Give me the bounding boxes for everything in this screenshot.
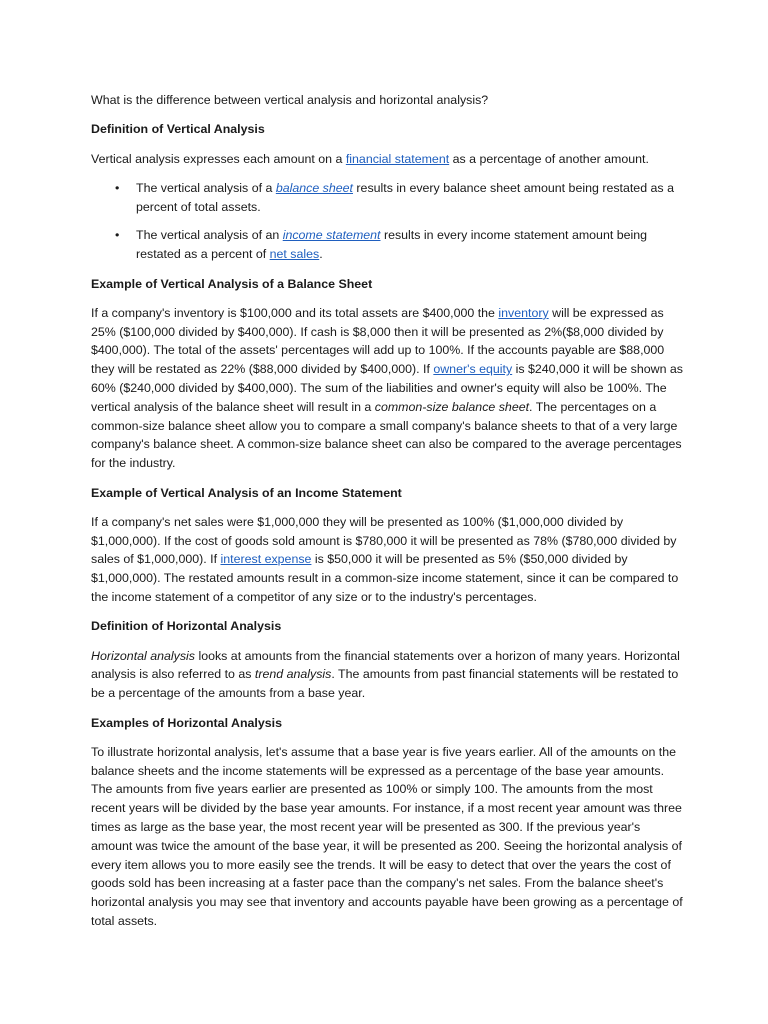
paragraph-horizontal-definition [91,647,683,703]
text-run: . The amounts from past financial statements will be restated to be a percentage of the amounts from a base year. [91,667,679,701]
question-line: What is the difference between vertical analysis and horizontal analysis? [91,93,489,107]
link-text: income statement [282,228,381,243]
bullet-list [91,179,683,264]
paragraph-balance-sheet-example [91,304,683,473]
heading-example-income-statement: Example of Vertical Analysis of an Income Statement [91,485,402,500]
list-item [91,179,683,217]
link-financial-statement[interactable]: financial statement [345,151,450,166]
text-run: . [319,247,323,262]
italic-text: trend analysis [254,667,332,682]
italic-text: Horizontal analysis [91,648,195,663]
text-run: . The percentages on a common-size balance sheet allow you to compare a small company's balance sheets to that of a very large company's balance sheet. A common-size balance sheet can also be compared to the average percentages for the industry. [91,399,682,471]
link-income-statement[interactable] [283,228,381,242]
heading-example-balance-sheet: Example of Vertical Analysis of a Balance Sheet [91,276,373,291]
bullet-icon: • [115,228,120,243]
italic-text: common-size balance sheet [374,399,530,414]
text-run: The vertical analysis of an [136,228,283,243]
text-run: will be expressed as 25% ($100,000 divided by $400,000). If cash is $8,000 then it will be presented as 2%($8,000 divided by $400,000). The total of the assets' percentages will add up to 100%. If the accounts payable are $88,000 they will be restated as 22% ($88,000 divided by $400,000). If [91,305,665,377]
list-item [91,226,683,264]
link-net-sales[interactable]: net sales [269,247,320,262]
text-run: is $50,000 it will be presented as 5% ($50,000 divided by $1,000,000). The restated amounts result in a common-size income statement, since it can be compared to the income statement of a competitor of any size or to the industry's percentages. [91,552,679,605]
text-run: is $240,000 it will be shown as 60% ($240,000 divided by $400,000). The sum of the liabilities and owner's equity will also be 100%. The vertical analysis of the balance sheet will result in a [91,362,683,414]
text-run: If a company's net sales were $1,000,000 they will be presented as 100% ($1,000,000 divided by $1,000,000). If the cost of goods sold amount is $780,000 it will be presented as 78% ($780,000 divided by sales of $1,000,000). If [91,514,677,567]
paragraph-horizontal-examples: To illustrate horizontal analysis, let's assume that a base year is five years earlier. All of the amounts on the balance sheets and the income statements will be expressed as a percentage of the base year amounts. The amounts from five years earlier are presented as 100% or simply 100. The amounts from the most recent years will be divided by the base year amounts. For instance, if a most recent year amount was three times as large as the base year, the most recent year will be presented as 300. If the previous year's amount was twice the amount of the base year, it will be presented as 200. Seeing the horizontal analysis of every item allows you to more easily see the trends. It will be easy to detect that over the years the cost of goods sold has been increasing at a faster pace than the company's net sales. From the balance sheet's horizontal analysis you may see that inventory and accounts payable have been growing as a percentage of total assets. [91,744,683,928]
heading-definition-horizontal: Definition of Horizontal Analysis [91,619,282,634]
link-owners-equity[interactable]: owner's equity [433,362,513,377]
paragraph-income-statement-example [91,513,683,607]
paragraph-vertical-definition [91,150,683,169]
text-run: results in every balance sheet amount being restated as a percent of total assets. [136,180,674,214]
link-text: balance sheet [275,180,353,195]
text-run: looks at amounts from the financial statements over a horizon of many years. Horizontal analysis is also referred to as [91,648,680,682]
text-run: The vertical analysis of a [136,180,276,195]
text-run: Vertical analysis expresses each amount on a [91,151,346,166]
text-run: as a percentage of another amount. [449,151,649,166]
heading-definition-vertical: Definition of Vertical Analysis [91,122,265,137]
link-balance-sheet[interactable] [276,181,353,195]
bullet-icon: • [115,180,120,195]
link-inventory[interactable]: inventory [498,305,549,320]
link-interest-expense[interactable]: interest expense [220,552,312,567]
text-run: If a company's inventory is $100,000 and its total assets are $400,000 the [91,305,499,320]
heading-examples-horizontal: Examples of Horizontal Analysis [91,715,282,730]
text-run: results in every income statement amount being restated as a percent of [136,228,648,262]
